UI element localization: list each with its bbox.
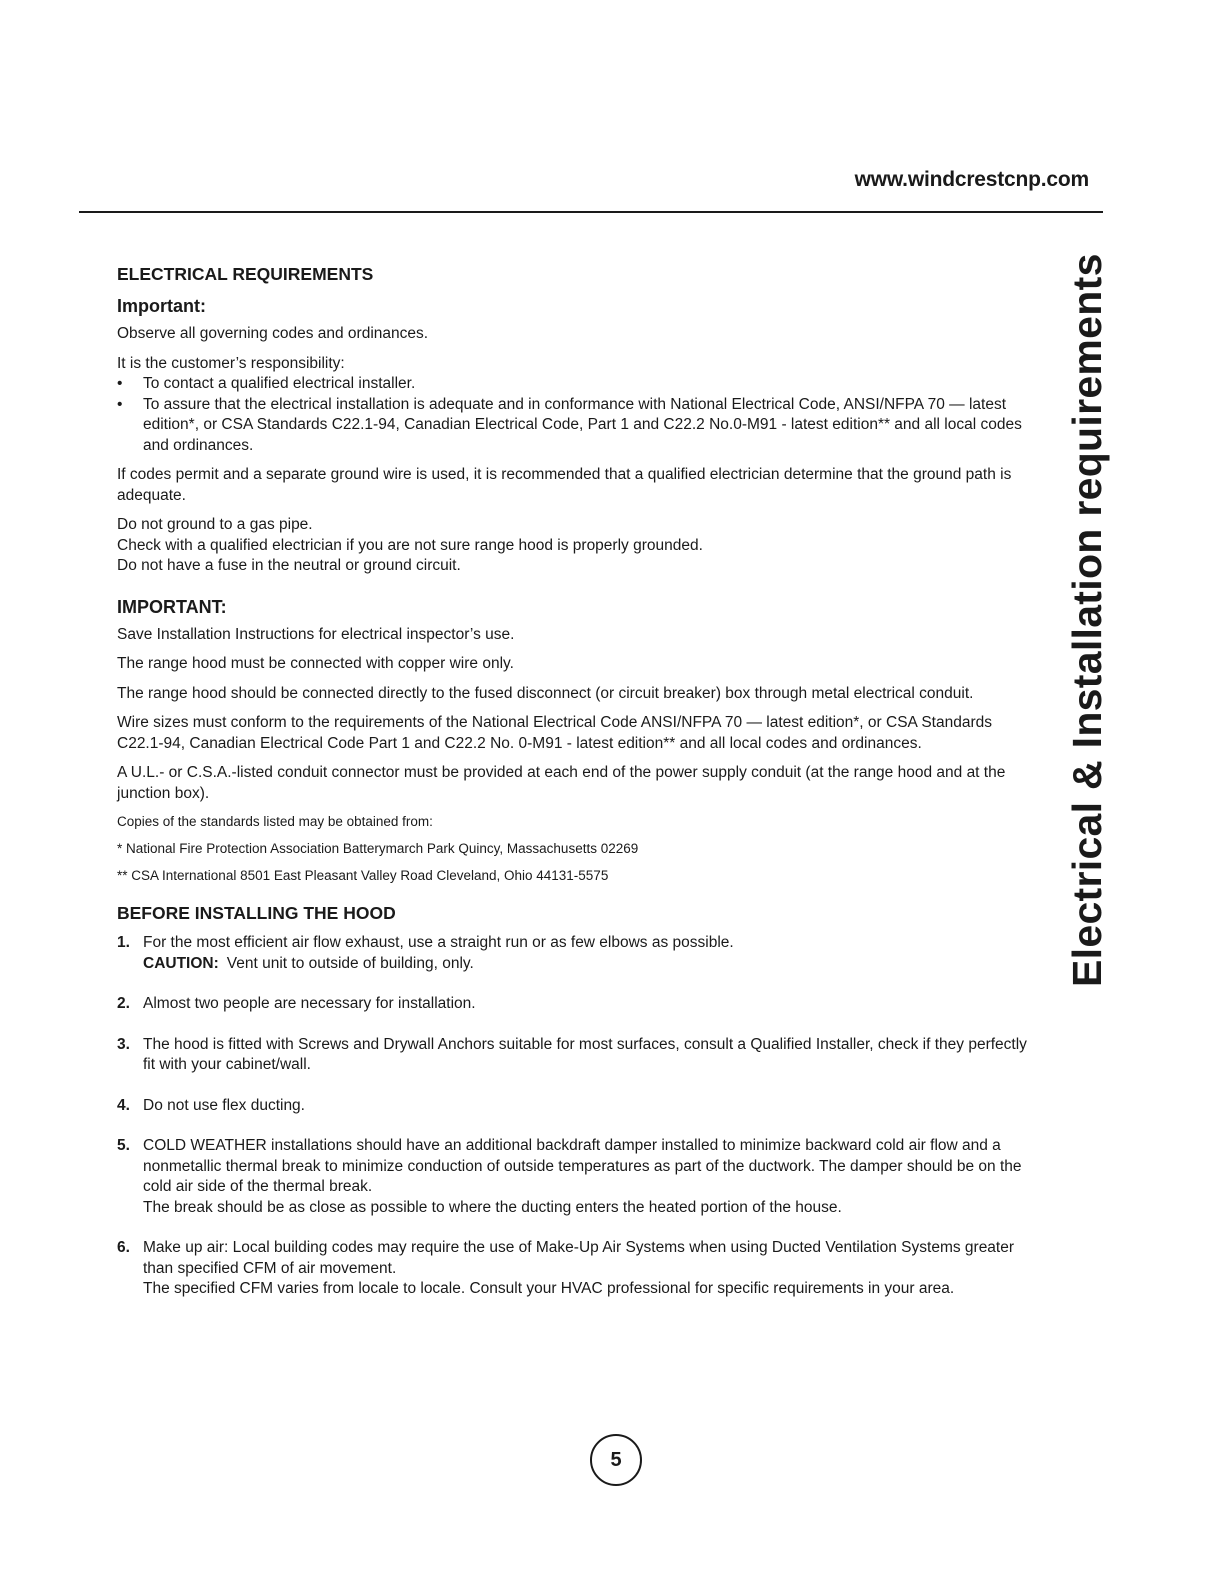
important-paragraph: Save Installation Instructions for electrical inspector’s use.	[117, 625, 515, 643]
standards-note: * National Fire Protection Association Batterymarch Park Quincy, Massachusetts 02269	[117, 841, 639, 856]
list-item	[117, 374, 1029, 395]
electrical-requirements-heading: ELECTRICAL REQUIREMENTS	[117, 264, 374, 284]
important-paragraph: The range hood should be connected directly to the fused disconnect (or circuit breaker) box through metal electrical conduit.	[117, 684, 974, 702]
caution-line	[143, 954, 1029, 975]
page-content	[117, 262, 1029, 1320]
page-number: 5	[590, 1434, 642, 1486]
standards-note: Copies of the standards listed may be obtained from:	[117, 814, 433, 829]
list-item	[117, 395, 1029, 457]
observe-codes-text: Observe all governing codes and ordinances.	[117, 325, 429, 342]
header-divider	[79, 211, 1103, 213]
step-number: 5.	[117, 1137, 130, 1154]
bullet-icon: •	[117, 375, 123, 392]
step-extra-text: The specified CFM varies from locale to locale. Consult your HVAC professional for specific requirements in your area.	[143, 1280, 955, 1297]
standards-note: ** CSA International 8501 East Pleasant Valley Road Cleveland, Ohio 44131-5575	[117, 868, 609, 883]
step-text: For the most efficient air flow exhaust, use a straight run or as few elbows as possible.	[143, 934, 734, 951]
important-paragraph: The range hood must be connected with copper wire only.	[117, 655, 514, 672]
step-number: 3.	[117, 1035, 130, 1053]
step-item	[117, 1096, 1029, 1117]
step-number: 2.	[117, 995, 130, 1012]
step-item	[117, 1035, 1029, 1076]
side-section-title: Electrical & Installation requirements	[1064, 253, 1110, 987]
important-paragraph: A U.L.- or C.S.A.-listed conduit connector must be provided at each end of the power supply conduit (at the range hood and at the junction box).	[117, 764, 1006, 802]
list-item-text: To contact a qualified electrical installer.	[143, 375, 416, 392]
bullet-icon: •	[117, 395, 123, 413]
ground-wire-text: If codes permit and a separate ground wire is used, it is recommended that a qualified electrician determine that the ground path is adequate.	[117, 466, 1012, 504]
installation-steps	[117, 933, 1029, 1300]
step-text: The hood is fitted with Screws and Drywall Anchors suitable for most surfaces, consult a Qualified Installer, check if they perfectly fit with your cabinet/wall.	[143, 1035, 1027, 1073]
before-installing-heading: BEFORE INSTALLING THE HOOD	[117, 903, 396, 923]
step-item	[117, 994, 1029, 1015]
important-uppercase-heading: IMPORTANT:	[117, 596, 227, 617]
ground-line: Do not ground to a gas pipe.	[117, 516, 313, 533]
step-extra-text: The break should be as close as possible to where the ducting enters the heated portion of the house.	[143, 1198, 842, 1216]
important-paragraph: Wire sizes must conform to the requirements of the National Electrical Code ANSI/NFPA 70 — latest edition*, or CSA Standards C22.1-94, Canadian Electrical Code Part 1 and C22.2 No. 0-M91 - latest edition** and all local codes and ordinances.	[117, 714, 992, 752]
ground-line: Check with a qualified electrician if you are not sure range hood is properly grounded.	[117, 536, 703, 554]
step-number: 4.	[117, 1096, 130, 1114]
caution-label: CAUTION:	[143, 954, 219, 972]
important-heading: Important:	[117, 296, 206, 316]
step-text: Do not use flex ducting.	[143, 1096, 305, 1114]
step-number: 1.	[117, 934, 130, 951]
responsibility-text: It is the customer’s responsibility:	[117, 354, 345, 372]
step-text: Make up air: Local building codes may require the use of Make-Up Air Systems when using Ducted Ventilation Systems greater than specified CFM of air movement.	[143, 1239, 1015, 1277]
ground-line: Do not have a fuse in the neutral or ground circuit.	[117, 557, 461, 574]
step-text: COLD WEATHER installations should have an additional backdraft damper installed to minimize backward cold air flow and a nonmetallic thermal break to minimize conduction of outside temperatures as part of the ductwork. The damper should be on the cold air side of the thermal break.	[143, 1137, 1022, 1195]
step-item	[117, 933, 1029, 974]
list-item-text: To assure that the electrical installation is adequate and in conformance with National Electrical Code, ANSI/NFPA 70 — latest edition*, or CSA Standards C22.1-94, Canadian Electrical Code, Part 1 and C22.2 No.0-M91 - latest edition** and all local codes and ordinances.	[143, 395, 1022, 454]
step-number: 6.	[117, 1239, 130, 1256]
website-url: www.windcrestcnp.com	[854, 168, 1089, 191]
caution-text: Vent unit to outside of building, only.	[226, 954, 474, 972]
step-item	[117, 1136, 1029, 1218]
step-item	[117, 1238, 1029, 1300]
responsibility-list	[117, 374, 1029, 456]
step-text: Almost two people are necessary for installation.	[143, 995, 476, 1012]
